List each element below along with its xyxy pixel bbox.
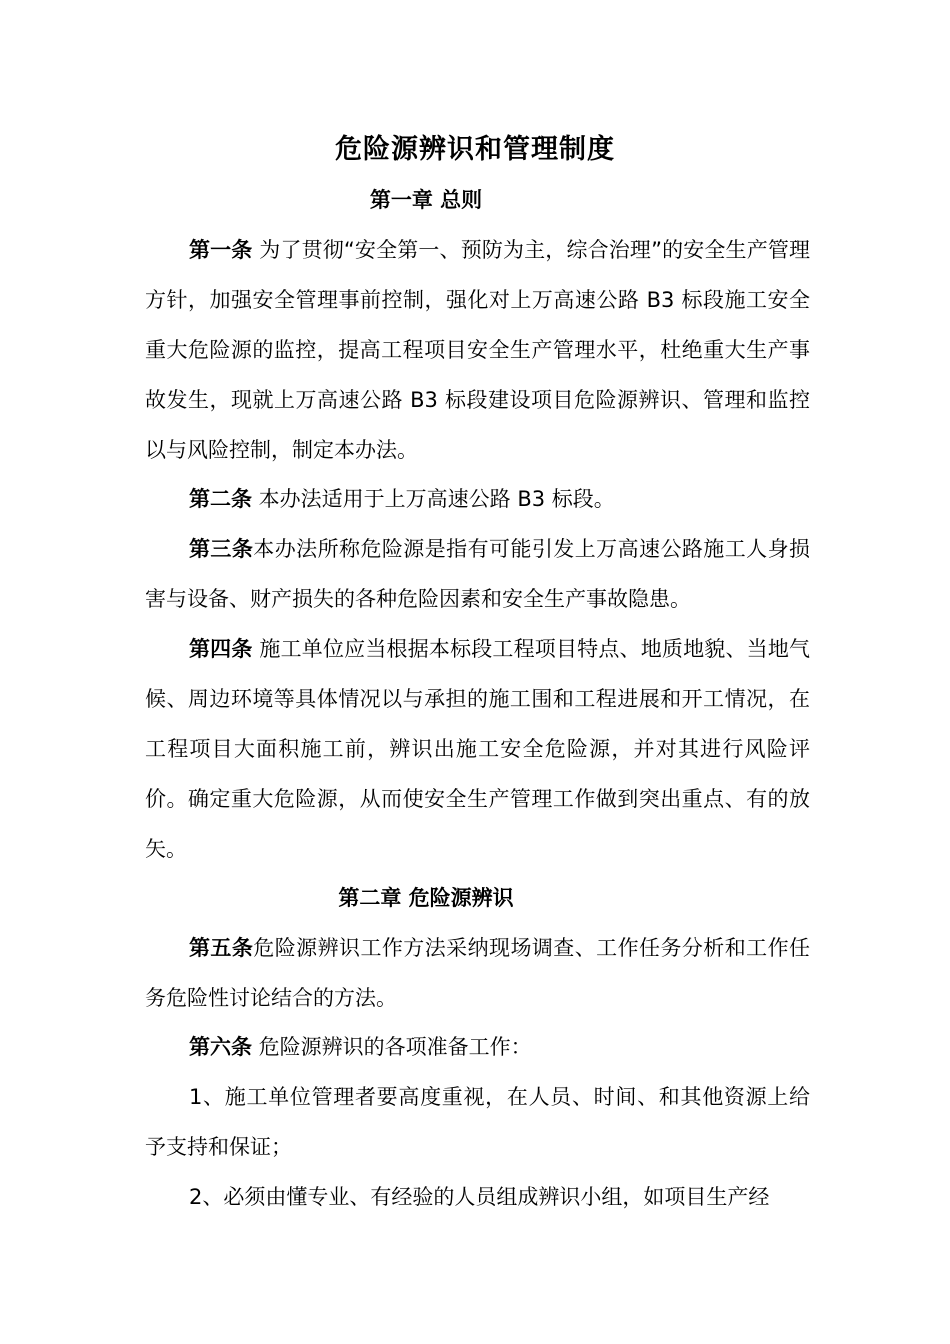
chapter-heading-1: 第一章 总则 (369, 188, 483, 212)
article-2-text: 本办法适用于上万高速公路 B3 标段。 (252, 487, 615, 511)
list-item-1: 1、施工单位管理者要高度重视，在人员、时间、和其他资源上给予支持和保证； (145, 1085, 810, 1159)
article-6 (145, 1022, 810, 1072)
article-2 (145, 474, 810, 524)
article-3-text: 本办法所称危险源是指有可能引发上万高速公路施工人身损害与设备、财产损失的各种危险因素和安全生产事故隐患。 (145, 537, 811, 611)
article-4-label: 第四条 (189, 637, 253, 661)
article-3-label: 第三条 (189, 537, 254, 561)
article-1-text: 为了贯彻“安全第一、预防为主，综合治理”的安全生产管理方针，加强安全管理事前控制，强化对上万高速公路 B3 标段施工安全重大危险源的监控，提高工程项目安全生产管理水平，杜绝重大生产事故发生，现就上万高速公路 B3 标段建设项目危险源辨识、管理和监控以与风险控制，制定本办法。 (145, 238, 811, 462)
article-2-label: 第二条 (189, 487, 252, 511)
chapter-heading-2: 第二章 危险源辨识 (338, 886, 514, 910)
article-4-text: 施工单位应当根据本标段工程项目特点、地质地貌、当地气候、周边环境等具体情况以与承担的施工围和工程进展和开工情况，在工程项目大面积施工前，辨识出施工安全危险源，并对其进行风险评价。确定重大危险源，从而使安全生产管理工作做到突出重点、有的放矢。 (145, 637, 810, 861)
article-5-label: 第五条 (189, 936, 254, 960)
article-5-text: 危险源辨识工作方法采纳现场调查、工作任务分析和工作任务危险性讨论结合的方法。 (145, 936, 811, 1010)
article-6-label: 第六条 (189, 1035, 252, 1059)
document-title: 危险源辨识和管理制度 (335, 134, 615, 165)
article-1 (145, 225, 810, 475)
article-6-text: 危险源辨识的各项准备工作： (252, 1035, 532, 1059)
article-1-label: 第一条 (189, 238, 253, 262)
article-5 (145, 923, 810, 1023)
list-item-2: 2、必须由懂专业、有经验的人员组成辨识小组，如项目生产经 (189, 1185, 770, 1209)
article-4 (145, 624, 810, 874)
article-3 (145, 524, 810, 624)
